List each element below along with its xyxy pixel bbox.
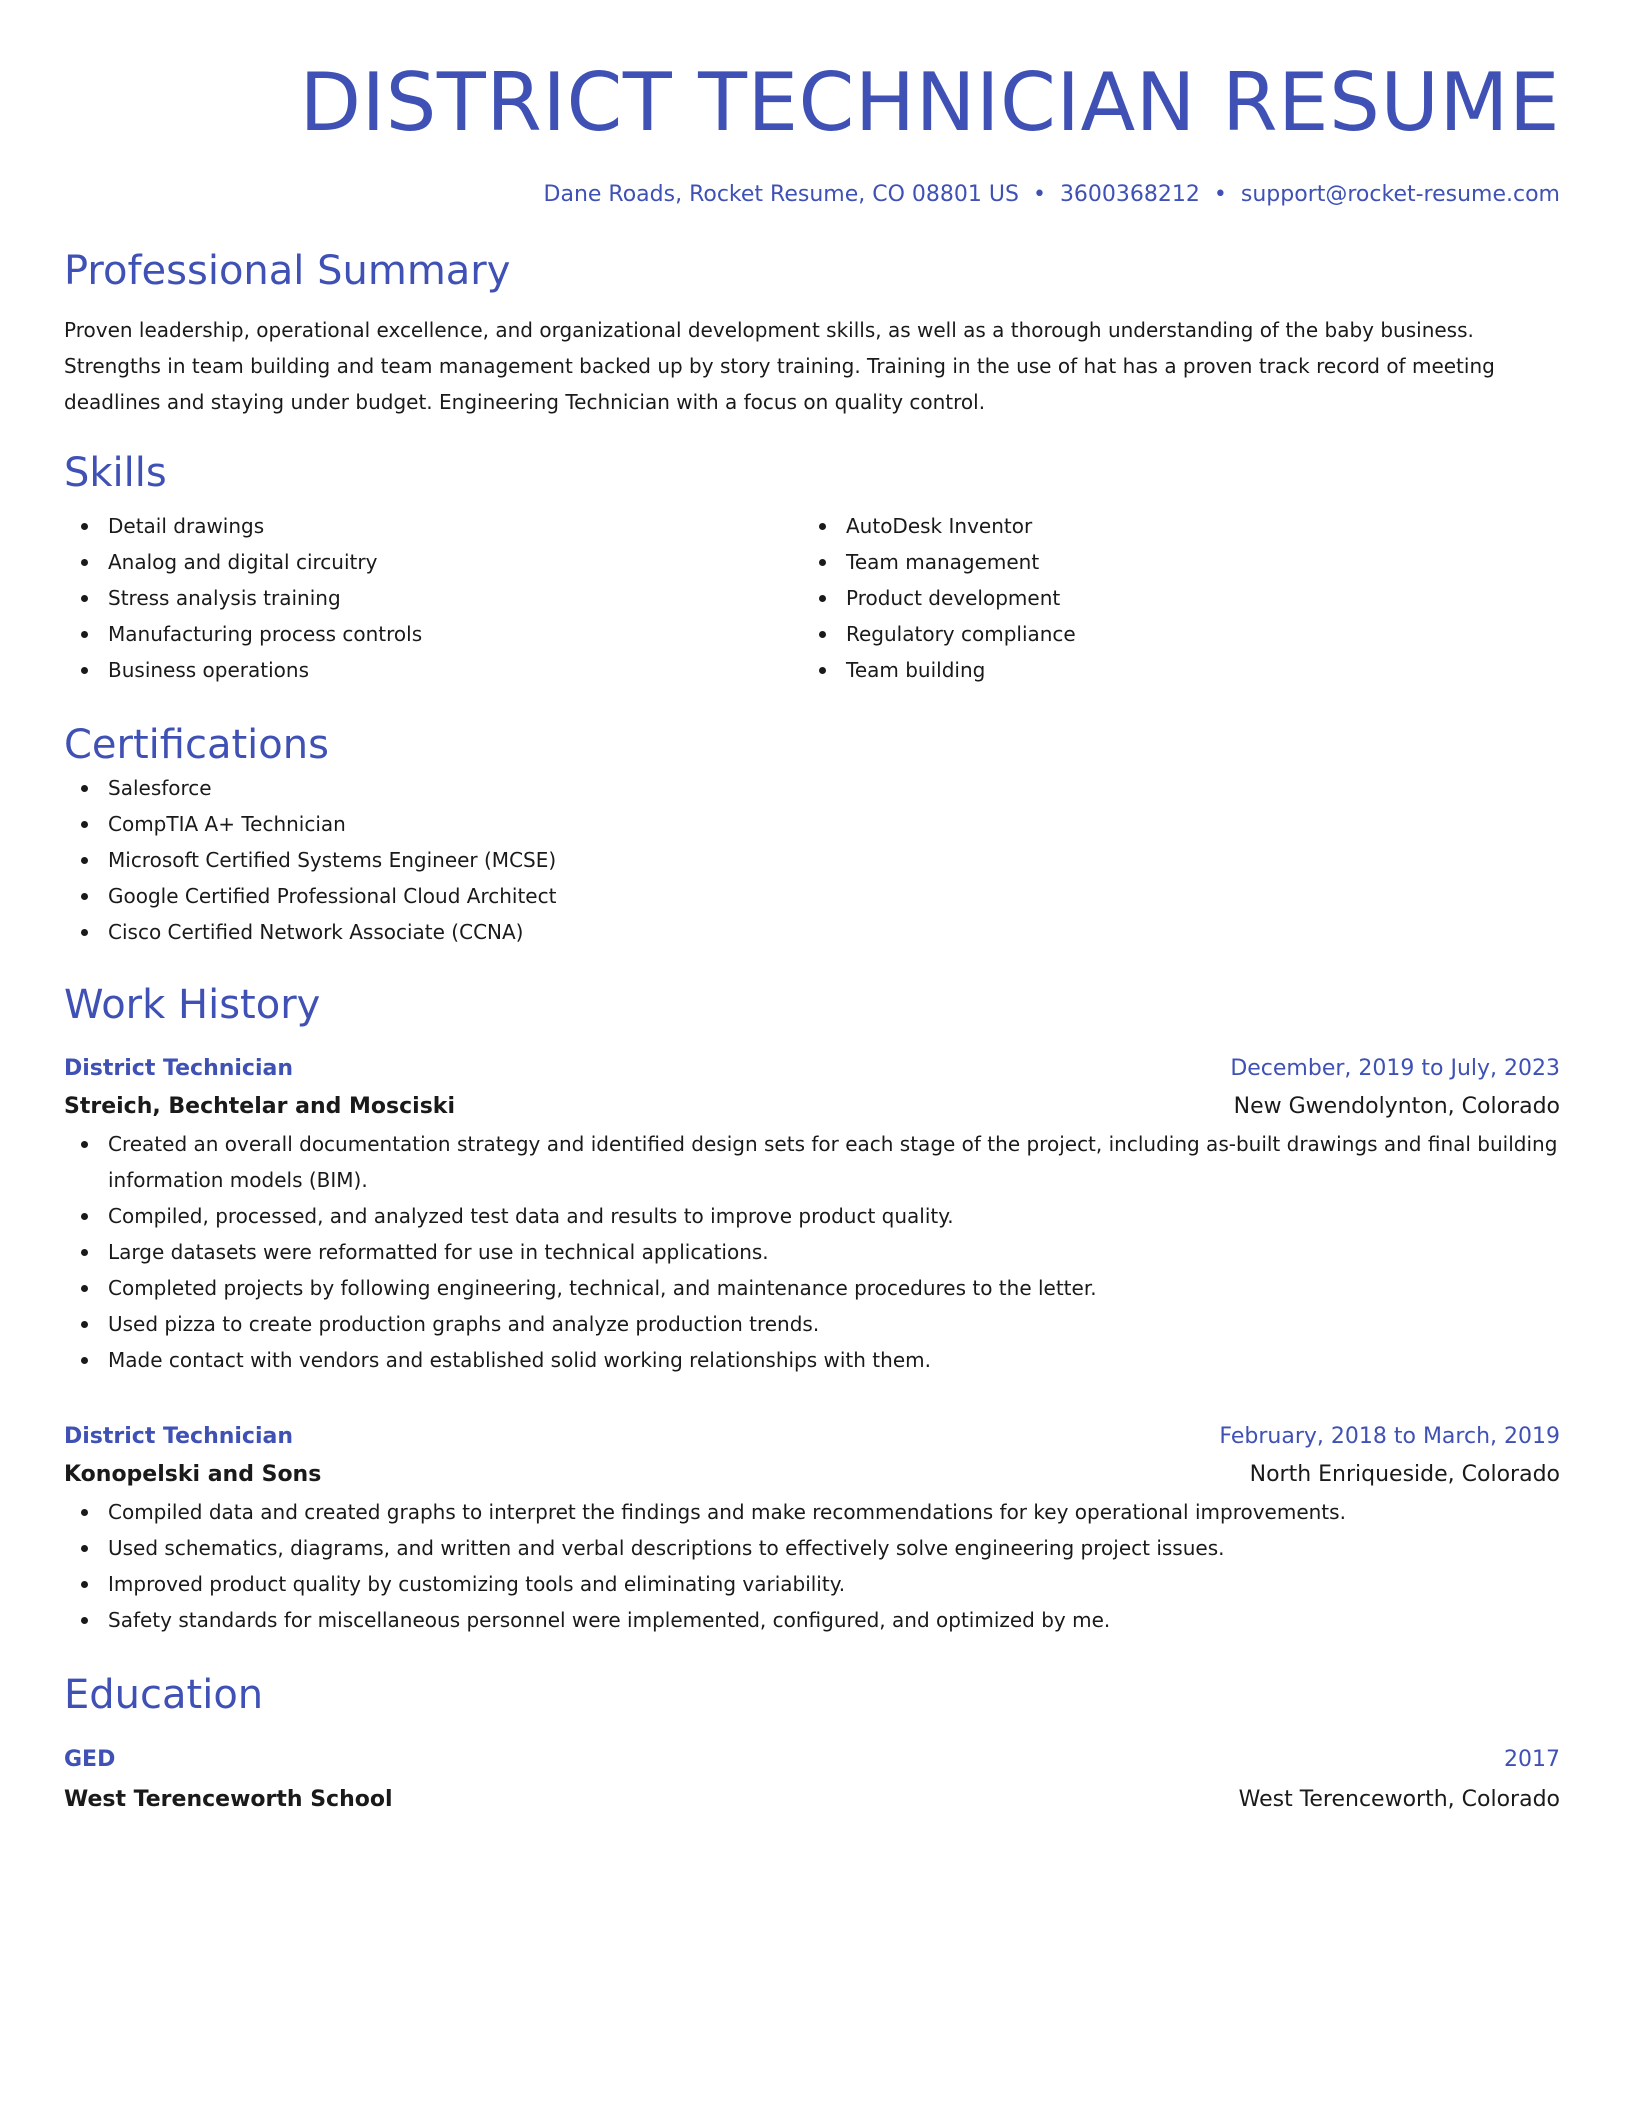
- job-bullet: Made contact with vendors and established solid working relationships with them.: [108, 1342, 1560, 1378]
- certification-item: Cisco Certified Network Associate (CCNA): [108, 914, 1560, 950]
- skills-column-left: [64, 508, 802, 688]
- job-subheader: [64, 1456, 1560, 1494]
- education-subheader: [64, 1780, 1560, 1820]
- education-school: West Terenceworth School: [64, 1787, 393, 1812]
- skill-item: Detail drawings: [108, 508, 802, 544]
- education-header: [64, 1740, 1560, 1780]
- contact-separator: •: [1213, 182, 1227, 207]
- skill-item: Stress analysis training: [108, 580, 802, 616]
- skill-item: Team building: [846, 652, 1540, 688]
- certification-item: Google Certified Professional Cloud Architect: [108, 878, 1560, 914]
- contact-address: Dane Roads, Rocket Resume, CO 08801 US: [543, 182, 1019, 207]
- job-bullet: Created an overall documentation strategy and identified design sets for each stage of the project, including as-built drawings and final building information models (BIM).: [108, 1126, 1560, 1198]
- job-bullet: Improved product quality by customizing tools and eliminating variability.: [108, 1566, 1560, 1602]
- skill-item: Regulatory compliance: [846, 616, 1540, 652]
- job-entry: [64, 1418, 1560, 1638]
- education-location: West Terenceworth, Colorado: [1238, 1787, 1560, 1812]
- resume-title: DISTRICT TECHNICIAN RESUME: [299, 56, 1560, 149]
- skill-item: Team management: [846, 544, 1540, 580]
- job-subheader: [64, 1088, 1560, 1126]
- contact-phone: 3600368212: [1059, 182, 1200, 207]
- skills-column-right: [802, 508, 1540, 688]
- education-heading: Education: [64, 1672, 264, 1718]
- skill-item: Business operations: [108, 652, 802, 688]
- job-bullet: Safety standards for miscellaneous personnel were implemented, configured, and optimized by me.: [108, 1602, 1560, 1638]
- job-bullets: [64, 1494, 1560, 1638]
- job-bullet: Completed projects by following engineering, technical, and maintenance procedures to the letter.: [108, 1270, 1560, 1306]
- job-dates: December, 2019 to July, 2023: [1230, 1056, 1560, 1081]
- education-degree: GED: [64, 1747, 116, 1772]
- skill-item: Manufacturing process controls: [108, 616, 802, 652]
- job-dates: February, 2018 to March, 2019: [1219, 1424, 1560, 1449]
- job-header: [64, 1050, 1560, 1088]
- skills-list: [64, 508, 1560, 688]
- job-header: [64, 1418, 1560, 1456]
- contact-line: [64, 180, 1560, 210]
- job-role: District Technician: [64, 1056, 294, 1081]
- job-entry: [64, 1050, 1560, 1378]
- contact-separator: •: [1032, 182, 1046, 207]
- skill-item: AutoDesk Inventor: [846, 508, 1540, 544]
- education-year: 2017: [1504, 1747, 1560, 1772]
- certification-item: Salesforce: [108, 770, 1560, 806]
- summary-text: Proven leadership, operational excellence, and organizational development skills, as well as a thorough understanding of the baby business. Strengths in team building and team management backed up by story training. Training in the use of hat has a proven track record of meeting deadlines and staying under budget. Engineering Technician with a focus on quality control.: [64, 318, 1495, 414]
- job-company: Streich, Bechtelar and Mosciski: [64, 1094, 455, 1119]
- job-location: North Enriqueside, Colorado: [1249, 1462, 1560, 1487]
- job-bullet: Compiled, processed, and analyzed test data and results to improve product quality.: [108, 1198, 1560, 1234]
- contact-email: support@rocket-resume.com: [1240, 182, 1560, 207]
- skills-heading: Skills: [64, 450, 167, 496]
- job-bullets: [64, 1126, 1560, 1378]
- job-company: Konopelski and Sons: [64, 1462, 322, 1487]
- certifications-heading: Certifications: [64, 722, 329, 768]
- resume-page: [64, 0, 1560, 1820]
- job-role: District Technician: [64, 1424, 294, 1449]
- certifications-list: [64, 770, 1560, 950]
- skill-item: Product development: [846, 580, 1540, 616]
- certification-item: CompTIA A+ Technician: [108, 806, 1560, 842]
- job-bullet: Used schematics, diagrams, and written and verbal descriptions to effectively solve engineering project issues.: [108, 1530, 1560, 1566]
- certification-item: Microsoft Certified Systems Engineer (MCSE): [108, 842, 1560, 878]
- work-history-heading: Work History: [64, 982, 321, 1028]
- skill-item: Analog and digital circuitry: [108, 544, 802, 580]
- summary-heading: Professional Summary: [64, 248, 511, 294]
- job-bullet: Used pizza to create production graphs and analyze production trends.: [108, 1306, 1560, 1342]
- education-entry: [64, 1740, 1560, 1820]
- job-bullet: Compiled data and created graphs to interpret the findings and make recommendations for key operational improvements.: [108, 1494, 1560, 1530]
- job-bullet: Large datasets were reformatted for use in technical applications.: [108, 1234, 1560, 1270]
- job-location: New Gwendolynton, Colorado: [1233, 1094, 1560, 1119]
